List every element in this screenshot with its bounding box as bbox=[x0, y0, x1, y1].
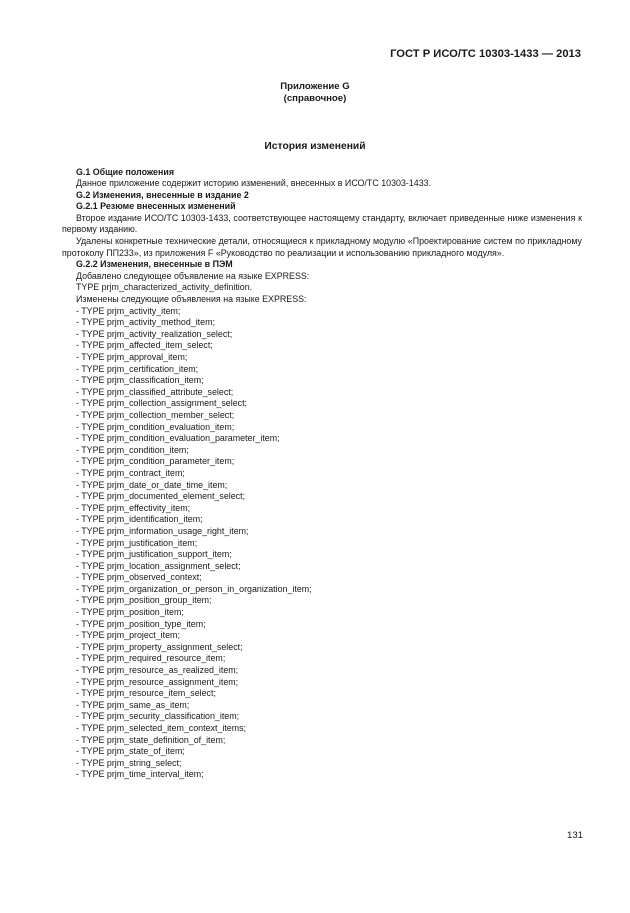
list-item: - TYPE prjm_position_type_item; bbox=[76, 618, 206, 629]
list-item: - TYPE prjm_condition_evaluation_item; bbox=[76, 421, 235, 432]
list-item: - TYPE prjm_security_classification_item; bbox=[76, 711, 240, 722]
paragraph-g21-1: Второе издание ИСО/ТС 10303-1433, соответствующее настоящему стандарту, включает приведенные ниже изменения к первому изданию. bbox=[62, 212, 582, 235]
added-item: TYPE prjm_characterized_activity_definition. bbox=[76, 282, 253, 293]
list-item: - TYPE prjm_collection_member_select; bbox=[76, 409, 235, 420]
list-item: - TYPE prjm_information_usage_right_item; bbox=[76, 525, 249, 536]
list-item: - TYPE prjm_selected_item_context_items; bbox=[76, 723, 247, 733]
annex-title: Приложение G bbox=[280, 81, 350, 92]
document-title: История изменений bbox=[264, 141, 366, 152]
list-item: - TYPE prjm_activity_realization_select; bbox=[76, 328, 233, 339]
list-item: - TYPE prjm_effectivity_item; bbox=[76, 502, 191, 513]
document-body bbox=[62, 167, 582, 781]
paragraph-g21-2: Удалены конкретные технические детали, относящиеся к прикладному модулю «Проектирование систем по прикладному протоколу ПП233», из приложения F «Руководство по реализации и использованию прикладного модуля». bbox=[62, 236, 582, 258]
annex-heading bbox=[0, 81, 630, 105]
list-item: - TYPE prjm_observed_context; bbox=[76, 572, 202, 583]
list-item: - TYPE prjm_justification_item; bbox=[76, 537, 198, 548]
list-item: - TYPE prjm_property_assignment_select; bbox=[76, 641, 243, 652]
list-item: - TYPE prjm_required_resource_item; bbox=[76, 653, 226, 664]
section-heading-g2: G.2 Изменения, внесенные в издание 2 bbox=[76, 189, 249, 200]
section-heading-g1: G.1 Общие положения bbox=[76, 166, 174, 177]
list-item: - TYPE prjm_collection_assignment_select; bbox=[76, 398, 248, 409]
section-heading-g22: G.2.2 Изменения, внесенные в ПЭМ bbox=[76, 259, 233, 270]
list-item: - TYPE prjm_date_or_date_time_item; bbox=[76, 479, 228, 490]
list-item: - TYPE prjm_certification_item; bbox=[76, 363, 199, 374]
list-item: - TYPE prjm_condition_evaluation_parameter_item; bbox=[76, 433, 280, 444]
added-intro: Добавлено следующее объявление на языке EXPRESS: bbox=[76, 270, 310, 281]
list-item: - TYPE prjm_contract_item; bbox=[76, 467, 185, 478]
list-item: - TYPE prjm_activity_item; bbox=[76, 305, 181, 316]
list-item: - TYPE prjm_condition_item; bbox=[76, 444, 189, 455]
list-item: - TYPE prjm_state_definition_of_item; bbox=[76, 734, 226, 745]
list-item: - TYPE prjm_activity_method_item; bbox=[76, 317, 215, 328]
list-item: - TYPE prjm_resource_as_realized_item; bbox=[76, 665, 239, 676]
list-item: - TYPE prjm_state_of_item; bbox=[76, 746, 185, 757]
list-item: - TYPE prjm_same_as_item; bbox=[76, 699, 190, 710]
list-item: - TYPE prjm_identification_item; bbox=[76, 514, 203, 525]
list-item: - TYPE prjm_position_item; bbox=[76, 607, 184, 618]
changed-intro: Изменены следующие объявления на языке EXPRESS: bbox=[76, 294, 307, 305]
annex-subtitle: (справочное) bbox=[283, 93, 347, 104]
list-item: - TYPE prjm_documented_element_select; bbox=[76, 491, 246, 502]
list-item: - TYPE prjm_resource_item_select; bbox=[76, 688, 216, 699]
list-item: - TYPE prjm_approval_item; bbox=[76, 352, 188, 362]
list-item: - TYPE prjm_organization_or_person_in_organization_item; bbox=[76, 583, 312, 594]
list-item: - TYPE prjm_position_group_item; bbox=[76, 595, 212, 606]
list-item: - TYPE prjm_time_interval_item; bbox=[76, 769, 204, 780]
list-item: - TYPE prjm_location_assignment_select; bbox=[76, 560, 241, 571]
list-item: - TYPE prjm_affected_item_select; bbox=[76, 340, 213, 351]
page-number: 131 bbox=[566, 830, 583, 841]
list-item: - TYPE prjm_project_item; bbox=[76, 630, 180, 641]
list-item: - TYPE prjm_classification_item; bbox=[76, 375, 204, 386]
list-item: - TYPE prjm_resource_assignment_item; bbox=[76, 676, 239, 687]
changed-types-list bbox=[62, 306, 582, 781]
list-item: - TYPE prjm_justification_support_item; bbox=[76, 549, 232, 560]
list-item: - TYPE prjm_condition_parameter_item; bbox=[76, 456, 235, 467]
list-item: - TYPE prjm_string_select; bbox=[76, 757, 182, 768]
section-heading-g21: G.2.1 Резюме внесенных изменений bbox=[76, 201, 236, 212]
paragraph-g1: Данное приложение содержит историю изменений, внесенных в ИСО/ТС 10303-1433. bbox=[76, 178, 432, 189]
standard-code-header: ГОСТ Р ИСО/ТС 10303-1433 — 2013 bbox=[390, 48, 581, 60]
list-item: - TYPE prjm_classified_attribute_select; bbox=[76, 386, 234, 397]
